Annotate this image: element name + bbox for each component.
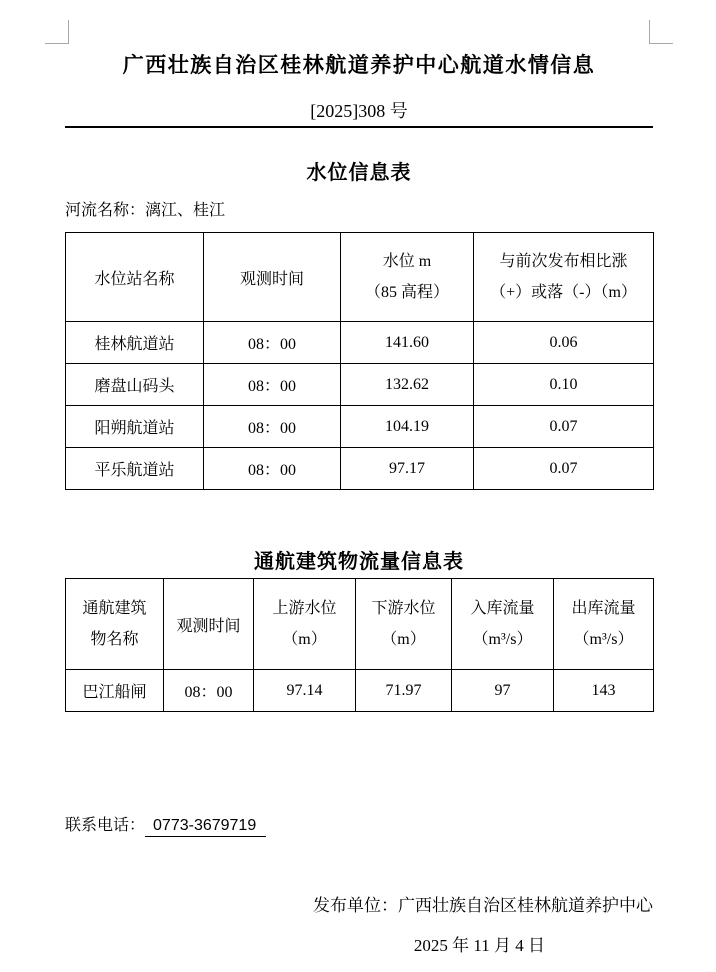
header-water-level: 水位 m （85 高程） bbox=[341, 233, 474, 322]
header-inflow: 入库流量 （m³/s） bbox=[452, 579, 554, 670]
water-level-value: 132.62 bbox=[341, 364, 474, 406]
contact-label: 联系电话： bbox=[65, 817, 146, 834]
station-name: 桂林航道站 bbox=[66, 322, 204, 364]
river-name-label: 河流名称：漓江、桂江 bbox=[65, 202, 226, 219]
obs-time: 08：00 bbox=[164, 670, 254, 712]
water-level-value: 104.19 bbox=[341, 406, 474, 448]
navigation-structure-flow-table bbox=[65, 578, 654, 712]
flow-table-header-row bbox=[66, 579, 654, 670]
header-downstream-level: 下游水位 （m） bbox=[356, 579, 452, 670]
header-outflow: 出库流量 （m³/s） bbox=[554, 579, 654, 670]
table-row bbox=[66, 406, 654, 448]
header-change: 与前次发布相比涨 （+）或落（-）（m） bbox=[474, 233, 654, 322]
outflow-value: 143 bbox=[554, 670, 654, 712]
downstream-level-value: 71.97 bbox=[356, 670, 452, 712]
water-level-value: 97.17 bbox=[341, 448, 474, 490]
contact-phone: 0773-3679719 bbox=[145, 817, 266, 837]
station-name: 磨盘山码头 bbox=[66, 364, 204, 406]
publish-date: 2025 年 11 月 4 日 bbox=[413, 936, 545, 955]
change-value: 0.07 bbox=[474, 448, 654, 490]
header-obs-time: 观测时间 bbox=[164, 579, 254, 670]
obs-time: 08：00 bbox=[204, 322, 341, 364]
change-value: 0.06 bbox=[474, 322, 654, 364]
obs-time: 08：00 bbox=[204, 406, 341, 448]
water-level-value: 141.60 bbox=[341, 322, 474, 364]
header-structure-name: 通航建筑 物名称 bbox=[66, 579, 164, 670]
obs-time: 08：00 bbox=[204, 448, 341, 490]
water-table-header-row bbox=[66, 233, 654, 322]
table-row bbox=[66, 670, 654, 712]
obs-time: 08：00 bbox=[204, 364, 341, 406]
water-level-table bbox=[65, 232, 654, 490]
table-row bbox=[66, 448, 654, 490]
change-value: 0.10 bbox=[474, 364, 654, 406]
doc-number: [2025]308 号 bbox=[310, 101, 408, 121]
contact-line bbox=[65, 812, 653, 837]
page-title: 广西壮族自治区桂林航道养护中心航道水情信息 bbox=[122, 53, 596, 77]
header-divider bbox=[65, 126, 653, 128]
station-name: 阳朔航道站 bbox=[66, 406, 204, 448]
structure-name: 巴江船闸 bbox=[66, 670, 164, 712]
station-name: 平乐航道站 bbox=[66, 448, 204, 490]
change-value: 0.07 bbox=[474, 406, 654, 448]
publisher-line: 发布单位：广西壮族自治区桂林航道养护中心 bbox=[313, 896, 653, 915]
upstream-level-value: 97.14 bbox=[254, 670, 356, 712]
header-obs-time: 观测时间 bbox=[204, 233, 341, 322]
table-row bbox=[66, 364, 654, 406]
inflow-value: 97 bbox=[452, 670, 554, 712]
header-upstream-level: 上游水位 （m） bbox=[254, 579, 356, 670]
header-station: 水位站名称 bbox=[66, 233, 204, 322]
page-corner-mark-top-left bbox=[45, 20, 69, 44]
water-level-section-title: 水位信息表 bbox=[306, 162, 412, 184]
flow-section-title: 通航建筑物流量信息表 bbox=[254, 551, 464, 573]
page-corner-mark-top-right bbox=[649, 20, 673, 44]
table-row bbox=[66, 322, 654, 364]
